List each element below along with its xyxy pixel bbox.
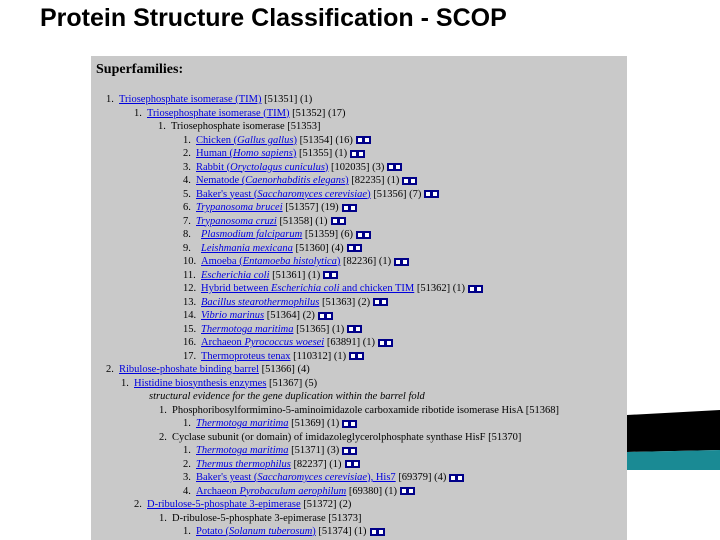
scop-row (134, 108, 346, 120)
row-number: 1. (183, 445, 191, 456)
decorative-swoosh (0, 370, 720, 540)
row-number: 15. (183, 323, 197, 335)
structure-view-icon[interactable] (424, 190, 439, 198)
row-text: [51359] (6) (302, 229, 353, 240)
scop-row (183, 175, 417, 187)
structure-view-icon[interactable] (378, 339, 393, 347)
row-text: [110312] (1) (290, 350, 347, 362)
row-text: [51354] (16) (296, 134, 353, 146)
scop-link[interactable]: Baker's yeast ( (196, 472, 258, 483)
structure-view-icon[interactable] (356, 136, 371, 144)
structure-view-icon[interactable] (342, 204, 357, 212)
row-text: [51360] (4) (292, 242, 344, 254)
scop-link[interactable]: Trypanosoma cruzi (196, 215, 277, 227)
scop-link[interactable]: Thermus thermophilus (196, 458, 291, 470)
row-text: [51358] (1) (276, 215, 328, 227)
row-number: 11. (183, 269, 196, 281)
scop-link[interactable]: Plasmodium falciparum (201, 229, 303, 240)
scop-link[interactable]: Histidine biosynthesis enzymes (134, 377, 267, 389)
scop-link[interactable]: Amoeba ( (201, 256, 243, 267)
scop-link[interactable]: Saccharomyces cerevisiae (257, 472, 368, 483)
row-text: [51366] (4) (258, 364, 310, 375)
scop-link[interactable]: Triosephosphate isomerase (TIM) (119, 94, 262, 105)
row-number: 2. (183, 148, 191, 159)
structure-view-icon[interactable] (373, 298, 388, 306)
row-number: 1. (159, 404, 167, 416)
row-text: [51361] (1) (269, 269, 321, 281)
structure-view-icon[interactable] (394, 258, 409, 266)
row-text: [69380] (1) (346, 485, 398, 497)
structure-view-icon[interactable] (347, 244, 362, 252)
row-number: 1. (158, 121, 166, 132)
row-number: 12. (183, 283, 197, 294)
scop-row (183, 162, 402, 174)
row-number: 14. (183, 310, 197, 321)
row-number: 5. (183, 188, 191, 200)
scop-row (183, 351, 364, 363)
row-text: Cyclase subunit (or domain) of imidazoleglycerolphosphate synthase HisF [51370] (172, 431, 522, 443)
scop-link[interactable]: Thermotoga maritima (201, 323, 294, 335)
row-text: [51351] (1) (261, 94, 313, 105)
scop-link[interactable]: Leishmania mexicana (201, 242, 293, 254)
row-number: 2. (106, 364, 114, 375)
scop-link[interactable]: Potato ( (196, 526, 229, 537)
row-text: [51369] (1) (288, 418, 340, 429)
scop-row (183, 256, 409, 268)
row-text: [51356] (7) (370, 188, 422, 200)
superfamilies-header: Superfamilies: (96, 62, 184, 77)
scop-link[interactable]: Nematode ( (196, 175, 246, 186)
structure-view-icon[interactable] (356, 231, 371, 239)
scop-link[interactable]: D-ribulose-5-phosphate 3-epimerase (147, 499, 301, 510)
scop-row (183, 243, 362, 255)
row-text: [63891] (1) (324, 337, 375, 348)
structure-view-icon[interactable] (350, 150, 365, 158)
scop-link[interactable]: Pyrobaculum aerophilum (239, 485, 347, 497)
scop-link[interactable]: Thermoproteus tenax (201, 350, 291, 362)
scop-link[interactable]: ) (345, 175, 349, 186)
scop-row (183, 202, 357, 214)
row-text: [82237] (1) (290, 458, 342, 470)
scop-row (183, 324, 362, 336)
scop-link[interactable]: Escherichia coli (201, 269, 270, 281)
row-number: 1. (183, 418, 191, 429)
scop-row (183, 135, 371, 147)
scop-link[interactable]: Human ( (196, 148, 234, 159)
row-text: [51355] (1) (296, 148, 348, 159)
structure-view-icon[interactable] (349, 352, 364, 360)
row-number: 6. (183, 202, 191, 213)
scop-row (183, 229, 371, 241)
scop-row (106, 94, 312, 106)
scop-link[interactable]: Archaeon (196, 485, 240, 497)
scop-row (158, 121, 321, 133)
scop-link[interactable]: Archaeon (201, 337, 245, 348)
row-number: 1. (106, 94, 114, 105)
scop-row (183, 270, 338, 282)
row-text: [82236] (1) (340, 256, 392, 267)
row-number: 3. (183, 472, 191, 483)
row-number: 1. (121, 377, 129, 389)
scop-link[interactable]: Trypanosoma brucei (196, 202, 283, 213)
scop-link[interactable]: Chicken ( (196, 134, 238, 146)
row-text: Phosphoribosylformimino-5-aminoimidazole carboxamide ribotide isomerase HisA [51368] (172, 404, 559, 416)
structure-view-icon[interactable] (331, 217, 346, 225)
scop-link[interactable]: Escherichia coli (270, 283, 340, 294)
row-number: 1. (183, 526, 191, 537)
scop-link[interactable]: Caenorhabditis elegans (245, 175, 346, 186)
scop-row (183, 216, 346, 228)
scop-link[interactable]: ) (324, 161, 329, 173)
row-number: 9. (183, 242, 191, 254)
row-number: 2. (159, 431, 167, 443)
scop-row (183, 337, 393, 349)
scop-link[interactable]: ) (367, 188, 371, 200)
row-text: [51365] (1) (293, 323, 345, 335)
row-number: 2. (183, 458, 191, 470)
scop-row (183, 310, 333, 322)
row-text: [51352] (17) (289, 107, 346, 119)
scop-link[interactable]: Ribulose-phoshate binding barrel (119, 364, 259, 375)
scop-link[interactable]: Homo sapiens (233, 148, 293, 159)
row-text: [69379] (4) (395, 472, 447, 483)
row-text: [51371] (3) (288, 445, 340, 456)
scop-link[interactable]: Thermotoga maritima (196, 418, 289, 429)
scop-row (183, 297, 388, 309)
scop-link[interactable]: ), His7 (367, 472, 396, 483)
row-number: 1. (183, 134, 191, 146)
structure-view-icon[interactable] (347, 325, 362, 333)
scop-link[interactable]: Baker's yeast ( (196, 188, 258, 200)
row-text: D-ribulose-5-phosphate 3-epimerase [51373] (172, 512, 362, 524)
row-number: 7. (183, 215, 191, 227)
scop-link[interactable]: Pyrococcus woesei (244, 337, 325, 348)
scop-link[interactable]: and chicken TIM (339, 283, 415, 294)
row-text: [51372] (2) (300, 499, 352, 510)
row-text: [51374] (1) (315, 526, 367, 537)
row-text: [51367] (5) (266, 377, 318, 389)
scop-link[interactable]: Gallus gallus (237, 134, 294, 146)
row-number: 3. (183, 161, 191, 173)
scop-link[interactable]: Vibrio marinus (201, 310, 265, 321)
row-number: 1. (159, 512, 167, 524)
scop-link[interactable]: Bacillus stearothermophilus (201, 296, 320, 308)
row-number: 1. (134, 107, 142, 119)
scop-link[interactable]: Oryctolagus cuniculus (230, 161, 325, 173)
slide-title: Protein Structure Classification - SCOP (40, 4, 507, 32)
row-text: [51364] (2) (264, 310, 315, 321)
row-number: 2. (134, 499, 142, 510)
scop-link[interactable]: Saccharomyces cerevisiae (257, 188, 368, 200)
row-number: 16. (183, 337, 197, 348)
row-number: 10. (183, 256, 197, 267)
row-text: structural evidence for the gene duplication within the barrel fold (149, 391, 425, 402)
row-number: 13. (183, 296, 197, 308)
row-text: [51362] (1) (414, 283, 466, 294)
row-number: 4. (183, 175, 191, 186)
row-number: 8. (183, 229, 191, 240)
row-text: [51363] (2) (319, 296, 371, 308)
scop-row (183, 148, 365, 160)
scop-link[interactable]: ) (312, 526, 316, 537)
scop-link[interactable]: Thermotoga maritima (196, 445, 289, 456)
structure-view-icon[interactable] (323, 271, 338, 279)
row-number: 4. (183, 485, 191, 497)
scop-link[interactable]: ) (336, 256, 341, 267)
scop-link[interactable]: Triosephosphate isomerase (TIM) (147, 107, 290, 119)
structure-view-icon[interactable] (387, 163, 402, 171)
row-text: [102035] (3) (328, 161, 385, 173)
row-number: 17. (183, 350, 197, 362)
scop-link[interactable]: ) (293, 134, 297, 146)
scop-link[interactable]: Hybrid between (201, 283, 271, 294)
row-text: [82235] (1) (348, 175, 400, 186)
scop-link[interactable]: ) (292, 148, 297, 159)
scop-link[interactable]: Entamoeba histolytica (242, 256, 337, 267)
structure-view-icon[interactable] (318, 312, 333, 320)
row-text: [51357] (19) (282, 202, 339, 213)
scop-link[interactable]: Rabbit ( (196, 161, 231, 173)
scop-row (183, 283, 483, 295)
structure-view-icon[interactable] (402, 177, 417, 185)
row-text: Triosephosphate isomerase [51353] (171, 121, 321, 132)
scop-link[interactable]: Solanum tuberosum (228, 526, 313, 537)
structure-view-icon[interactable] (468, 285, 483, 293)
scop-row (183, 189, 439, 201)
